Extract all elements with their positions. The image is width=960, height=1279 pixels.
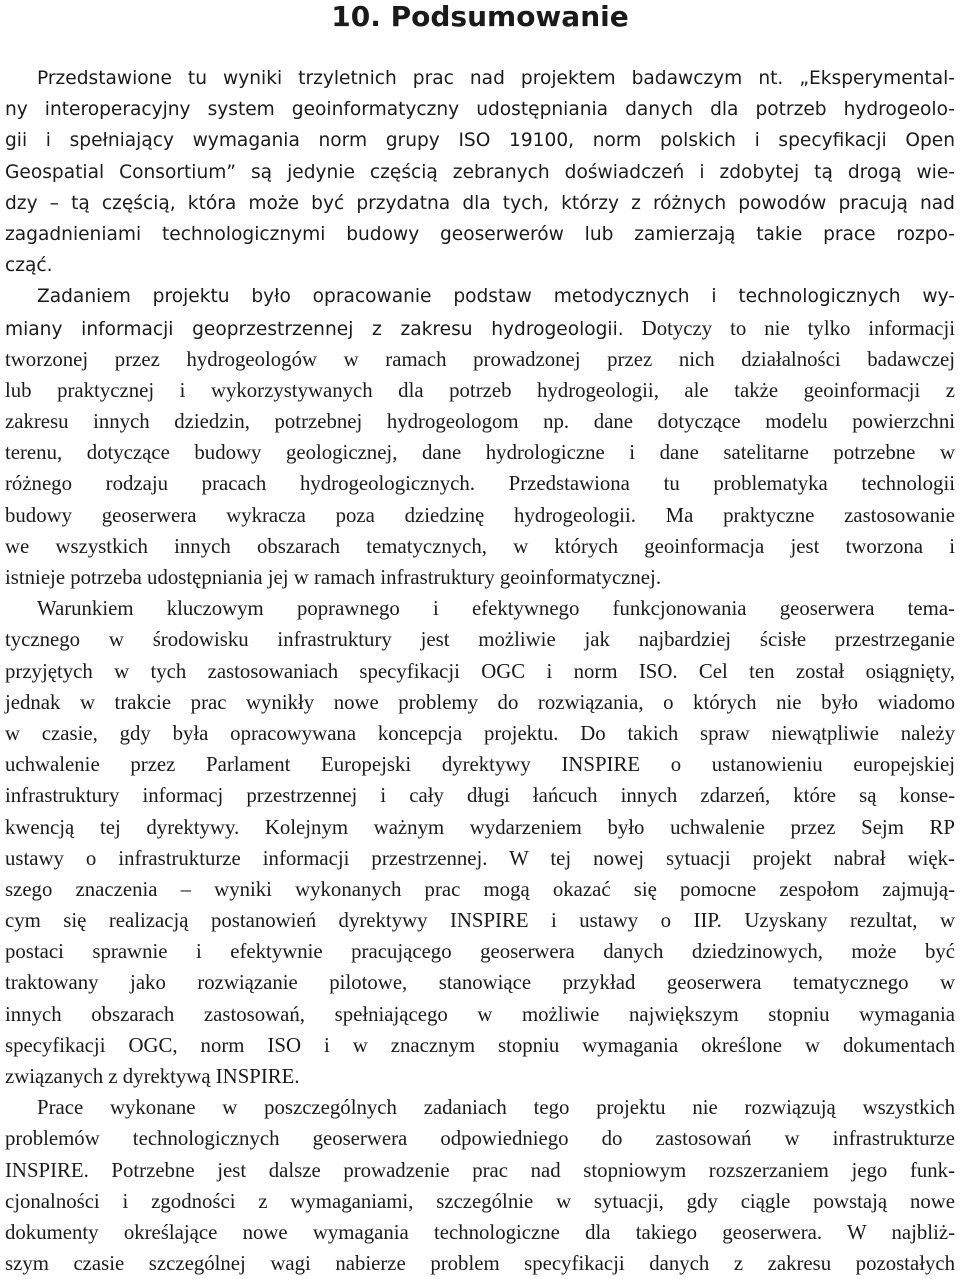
text-line: terenu, dotyczące budowy geologicznej, dane hydrologiczne i dane satelitarne potrzebne w (5, 441, 955, 465)
summary-body-text (5, 63, 955, 1279)
text-line: we wszystkich innych obszarach tematycznych, w których geoinformacja jest tworzona i (5, 534, 955, 558)
text-line: zagadnieniami technologicznymi budowy geoserwerów lub zamierzają takie prace rozpo- (5, 223, 955, 245)
text-line: szym czasie szczególnej wagi nabierze problem specyfikacji danych z zakresu pozostałych (5, 1252, 955, 1276)
text-line: uchwalenie przez Parlament Europejski dyrektywy INSPIRE o ustanowieniu europejskiej (5, 753, 955, 777)
text-line: specyfikacji OGC, norm ISO i w znacznym stopniu wymagania określone w dokumentach (5, 1033, 955, 1057)
text-line: cjonalności i zgodności z wymaganiami, szczególnie w sytuacji, gdy ciągle powstają nowe (5, 1189, 955, 1213)
text-line: ustawy o infrastrukturze informacji przestrzennej. W tej nowej sytuacji projekt nabrał więk- (5, 846, 955, 870)
text-line: innych obszarach zastosowań, spełniającego w możliwie największym stopniu wymagania (5, 1002, 955, 1026)
text-line: szego znaczenia – wyniki wykonanych prac mogą okazać się pomocne zespołom zajmują- (5, 877, 955, 901)
text-line: gii i spełniający wymagania norm grupy ISO 19100, norm polskich i specyfikacji Open (5, 130, 955, 152)
text-line: związanych z dyrektywą INSPIRE. (5, 1065, 300, 1088)
text-line: problemów technologicznych geoserwera odpowiedniego do zastosowań w infrastrukturze (5, 1127, 955, 1151)
text-line: kwencją tej dyrektywy. Kolejnym ważnym wydarzeniem było uchwalenie przez Sejm RP (5, 815, 955, 839)
text-line: Geospatial Consortium” są jedynie częścią zebranych doświadczeń i zdobytej tą drogą wie- (5, 161, 955, 183)
section-heading: 10. Podsumowanie (331, 0, 629, 33)
text-line: dzy – tą częścią, która może być przydatna dla tych, którzy z różnych powodów pracują nad (5, 192, 955, 214)
text-line: zakresu innych dziedzin, potrzebnej hydrogeologom np. dane dotyczące modelu powierzchni (5, 410, 955, 434)
text-line (5, 313, 955, 344)
text-line: INSPIRE. Potrzebne jest dalsze prowadzenie prac nad stopniowym rozszerzaniem jego funk- (5, 1158, 955, 1182)
text-line: jednak w trakcie prac wynikły nowe problemy do rozwiązania, o których nie było wiadomo (5, 690, 955, 714)
text-line: cym się realizacją postanowień dyrektywy INSPIRE i ustawy o IIP. Uzyskany rezultat, w (5, 909, 955, 933)
text-line: ny interoperacyjny system geoinformatyczny udostępniania danych dla potrzeb hydrogeolo- (5, 99, 955, 121)
text-segment: Dotyczy to nie tylko informacji (623, 316, 956, 340)
text-segment: miany informacji geoprzestrzennej z zakresu hydrogeologii. (5, 318, 624, 340)
text-line: tycznego w środowisku infrastruktury jest możliwie jak najbardziej ścisłe przestrzeganie (5, 628, 955, 652)
text-line: budowy geoserwera wykracza poza dziedzinę hydrogeologii. Ma praktyczne zastosowanie (5, 503, 955, 527)
text-line: Przedstawione tu wyniki trzyletnich prac nad projektem badawczym nt. „Eksperymental- (37, 68, 955, 89)
text-line: Warunkiem kluczowym poprawnego i efektywnego funkcjonowania geoserwera tema- (37, 597, 955, 621)
text-line: infrastruktury informacj przestrzennej i cały długi łańcuch innych zdarzeń, które są konse- (5, 784, 955, 808)
text-line: Zadaniem projektu było opracowanie podstaw metodycznych i technologicznych wy- (37, 286, 955, 308)
text-line: traktowany jako rozwiązanie pilotowe, stanowiące przykład geoserwera tematycznego w (5, 971, 955, 995)
text-line: cząć. (5, 255, 53, 277)
text-line: przyjętych w tych zastosowaniach specyfikacji OGC i norm ISO. Cel ten został osiągnięty, (5, 659, 955, 683)
text-line: tworzonej przez hydrogeologów w ramach prowadzonej przez nich działalności badawczej (5, 347, 955, 371)
text-line: istnieje potrzeba udostępniania jej w ramach infrastruktury geoinformatycznej. (5, 566, 662, 589)
text-line: lub praktycznej i wykorzystywanych dla potrzeb hydrogeologii, ale także geoinformacji z (5, 378, 955, 402)
text-line: Prace wykonane w poszczególnych zadaniach tego projektu nie rozwiązują wszystkich (37, 1096, 955, 1120)
text-line: w czasie, gdy była opracowywana koncepcja projektu. Do takich spraw niewątpliwie należy (5, 721, 955, 745)
text-line: różnego rodzaju pracach hydrogeologicznych. Przedstawiona tu problematyka technologii (5, 472, 955, 496)
text-line: postaci sprawnie i efektywnie pracującego geoserwera danych dziedzinowych, może być (5, 940, 955, 964)
text-line: dokumenty określające nowe wymagania technologiczne dla takiego geoserwera. W najbliż- (5, 1220, 955, 1244)
